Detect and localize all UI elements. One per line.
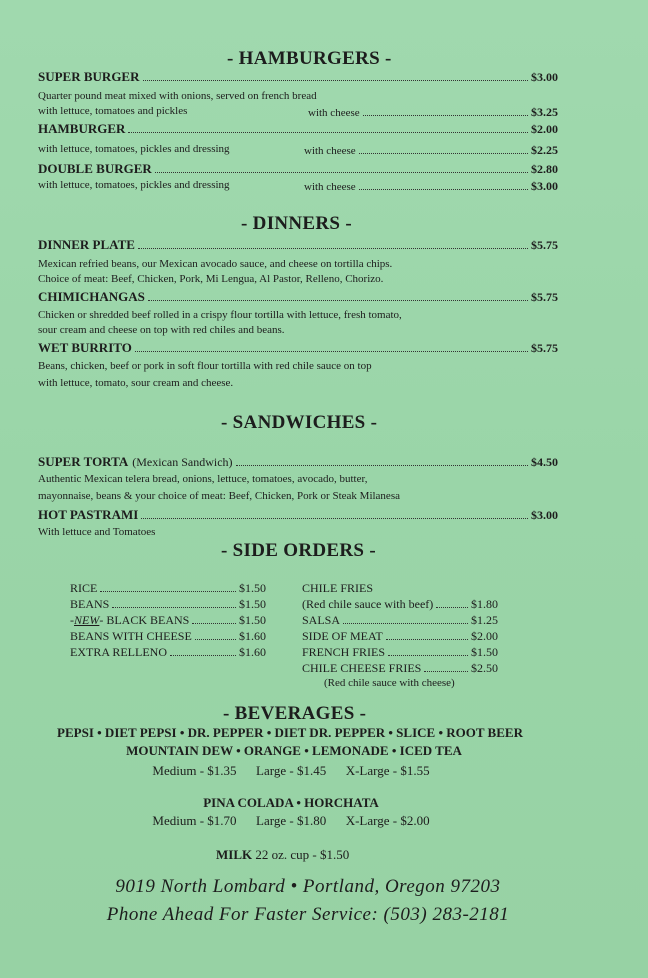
cheese-price: $2.25 (531, 143, 558, 157)
dot-leader (138, 248, 528, 249)
hamburger-name: HAMBURGER (38, 121, 126, 136)
super-torta-price: $4.50 (531, 455, 558, 469)
super-torta-row (38, 454, 558, 470)
dot-leader (100, 591, 236, 592)
super-burger-desc: Quarter pound meat mixed with onions, served on french bread (38, 90, 317, 102)
double-burger-desc: with lettuce, tomatoes, pickles and dressing (38, 179, 230, 191)
side-item-label: EXTRA RELLENO (70, 645, 167, 659)
side-item-price: $1.60 (239, 629, 266, 643)
dinner-plate-name: DINNER PLATE (38, 237, 135, 252)
dot-leader (141, 518, 528, 519)
side-orders-left (70, 581, 266, 661)
dot-leader (112, 607, 236, 608)
side-item (302, 597, 498, 613)
side-item (70, 629, 266, 645)
super-burger-desc2: with lettuce, tomatoes and pickles (38, 105, 188, 117)
new-badge: NEW (74, 613, 100, 627)
dinners-title: - DINNERS - (241, 213, 352, 234)
side-orders-right (302, 581, 498, 693)
dot-leader (135, 351, 528, 352)
dot-leader (128, 132, 528, 133)
side-item-label: - BLACK BEANS (99, 613, 190, 627)
double-burger-name: DOUBLE BURGER (38, 161, 152, 176)
side-item-label: SALSA (302, 613, 341, 627)
side-item-label: BEANS (70, 597, 110, 611)
dot-leader (143, 80, 529, 81)
super-burger-name: SUPER BURGER (38, 69, 140, 84)
side-item (70, 597, 266, 613)
hamburger-price: $2.00 (531, 122, 558, 136)
cheese-label: with cheese (304, 181, 356, 193)
hot-pastrami-desc: With lettuce and Tomatoes (38, 526, 156, 538)
chimichangas-name: CHIMICHANGAS (38, 289, 145, 304)
super-burger-price: $3.00 (531, 70, 558, 84)
side-item (302, 661, 498, 677)
hot-pastrami-price: $3.00 (531, 508, 558, 522)
side-item-label: BEANS WITH CHEESE (70, 629, 192, 643)
side-item-label: (Red chile sauce with beef) (302, 597, 434, 611)
super-torta-note: (Mexican Sandwich) (132, 455, 233, 469)
super-burger-row (38, 69, 558, 85)
milk-label: MILK (216, 847, 253, 862)
side-footer: (Red chile sauce with cheese) (324, 677, 455, 689)
hamburger-row (38, 121, 558, 137)
dinner-plate-desc2: Choice of meat: Beef, Chicken, Pork, Mi Lengua, Al Pastor, Relleno, Chorizo. (38, 273, 384, 285)
wet-burrito-desc2: with lettuce, tomato, sour cream and cheese. (38, 377, 234, 389)
dinner-plate-price: $5.75 (531, 238, 558, 252)
double-burger-row (38, 161, 558, 177)
dot-leader (148, 300, 528, 301)
cheese-label: with cheese (304, 145, 356, 157)
milk-row (216, 847, 349, 863)
double-burger-price: $2.80 (531, 162, 558, 176)
chimichangas-price: $5.75 (531, 290, 558, 304)
cheese-price: $3.00 (531, 179, 558, 193)
dot-leader (386, 639, 468, 640)
dot-leader (436, 607, 468, 608)
side-item-label: RICE (70, 581, 98, 595)
dot-leader (363, 115, 528, 116)
dinner-plate-desc: Mexican refried beans, our Mexican avocado sauce, and cheese on tortilla chips. (38, 258, 393, 270)
dot-leader (343, 623, 468, 624)
chimichangas-row (38, 289, 558, 305)
hot-pastrami-row (38, 507, 558, 523)
super-torta-name: SUPER TORTA (38, 454, 129, 469)
side-item (70, 581, 266, 597)
dot-leader (236, 465, 528, 466)
address: 9019 North Lombard • Portland, Oregon 97203 (115, 876, 501, 897)
dot-leader (155, 172, 528, 173)
side-item (302, 645, 498, 661)
side-item-price: $1.50 (239, 613, 266, 627)
hamburger-cheese-row (304, 143, 558, 158)
dot-leader (359, 153, 528, 154)
dot-leader (424, 671, 468, 672)
dinner-plate-row (38, 237, 558, 253)
beverages-line1: PEPSI • DIET PEPSI • DR. PEPPER • DIET DR. PEPPER • SLICE • ROOT BEER (57, 725, 523, 740)
wet-burrito-desc: Beans, chicken, beef or pork in soft flour tortilla with red chile sauce on top (38, 360, 372, 372)
side-item-prefix: - (70, 613, 74, 627)
side-item-price: $1.50 (239, 581, 266, 595)
dot-leader (359, 189, 528, 190)
chimichangas-desc2: sour cream and cheese on top with red chiles and beans. (38, 324, 285, 336)
beverages-line3: PINA COLADA • HORCHATA (203, 795, 379, 810)
dot-leader (170, 655, 236, 656)
beverages-line2: MOUNTAIN DEW • ORANGE • LEMONADE • ICED TEA (126, 743, 462, 758)
wet-burrito-row (38, 340, 558, 356)
beverages-sizes1: Medium - $1.35 Large - $1.45 X-Large - $1.55 (152, 763, 430, 778)
hamburgers-title: - HAMBURGERS - (227, 48, 392, 69)
beverages-title: - BEVERAGES - (223, 703, 367, 724)
beverages-sizes2: Medium - $1.70 Large - $1.80 X-Large - $2.00 (152, 813, 430, 828)
wet-burrito-price: $5.75 (531, 341, 558, 355)
side-header: CHILE FRIES (302, 581, 374, 595)
super-torta-desc2: mayonnaise, beans & your choice of meat: Beef, Chicken, Pork or Steak Milanesa (38, 490, 400, 502)
side-item-price: $1.50 (239, 597, 266, 611)
side-item-price: $1.50 (471, 645, 498, 659)
super-burger-cheese-row (308, 105, 558, 120)
cheese-price: $3.25 (531, 105, 558, 119)
side-item-label: FRENCH FRIES (302, 645, 386, 659)
side-item (302, 613, 498, 629)
side-item (70, 613, 266, 629)
chimichangas-desc: Chicken or shredded beef rolled in a crispy flour tortilla with lettuce, fresh tomato, (38, 309, 402, 321)
side-item (302, 629, 498, 645)
side-item (70, 645, 266, 661)
side-item-price: $1.60 (239, 645, 266, 659)
phone: Phone Ahead For Faster Service: (503) 283-2181 (106, 904, 510, 925)
side-item-label: SIDE OF MEAT (302, 629, 383, 643)
milk-price: 22 oz. cup - $1.50 (255, 847, 350, 862)
hamburger-desc: with lettuce, tomatoes, pickles and dressing (38, 143, 230, 155)
cheese-label: with cheese (308, 107, 360, 119)
dot-leader (195, 639, 236, 640)
side-item-price: $2.50 (471, 661, 498, 675)
side-item-price: $1.25 (471, 613, 498, 627)
super-torta-desc: Authentic Mexican telera bread, onions, lettuce, tomatoes, avocado, butter, (38, 473, 368, 485)
dot-leader (388, 655, 468, 656)
dot-leader (192, 623, 236, 624)
side-item-label: CHILE CHEESE FRIES (302, 661, 422, 675)
wet-burrito-name: WET BURRITO (38, 340, 132, 355)
hot-pastrami-name: HOT PASTRAMI (38, 507, 139, 522)
sandwiches-title: - SANDWICHES - (221, 412, 378, 433)
side-orders-title: - SIDE ORDERS - (221, 540, 376, 561)
side-item-price: $1.80 (471, 597, 498, 611)
side-item-price: $2.00 (471, 629, 498, 643)
double-burger-cheese-row (304, 179, 558, 194)
